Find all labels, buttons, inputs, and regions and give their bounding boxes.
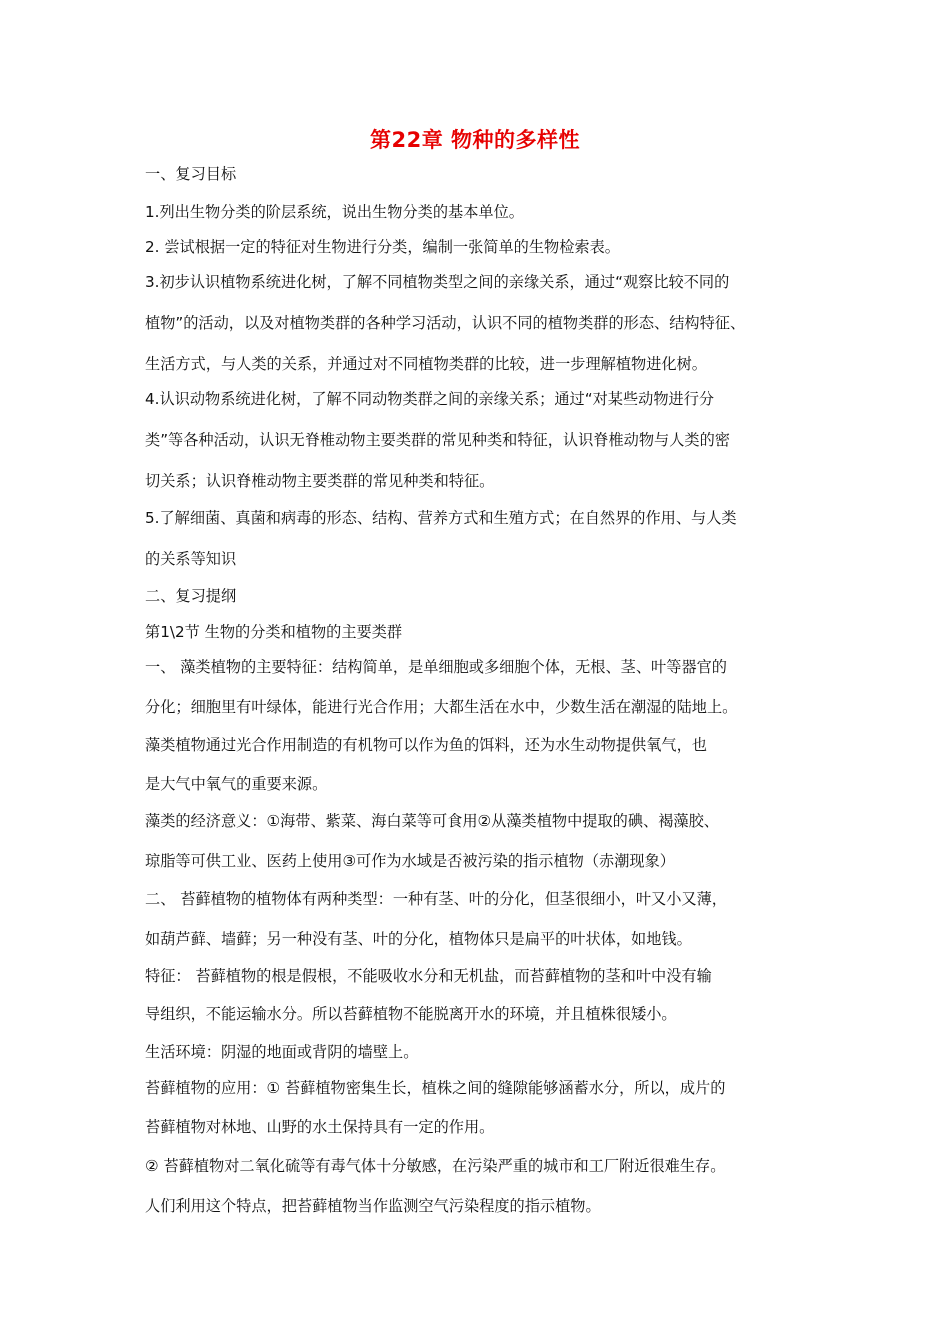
text-line: 特征： 苔藓植物的根是假根，不能吸收水分和无机盐，而苔藓植物的茎和叶中没有输 [145, 967, 712, 985]
text-line: 苔藓植物的应用：① 苔藓植物密集生长，植株之间的缝隙能够涵蓄水分，所以，成片的 [145, 1079, 726, 1097]
text-line: 二、 苔藓植物的植物体有两种类型：一种有茎、叶的分化，但茎很细小，叶又小又薄， [145, 890, 727, 908]
text-line: 人们利用这个特点，把苔藓植物当作监测空气污染程度的指示植物。 [145, 1197, 601, 1215]
text-line: 4.认识动物系统进化树，了解不同动物类群之间的亲缘关系；通过“对某些动物进行分 [145, 390, 715, 408]
text-line: 导组织，不能运输水分。所以苔藓植物不能脱离开水的环境，并且植株很矮小。 [145, 1005, 677, 1023]
text-line: 生活环境：阴湿的地面或背阴的墙壁上。 [145, 1043, 419, 1061]
section-subheading: 第1\2节 生物的分类和植物的主要类群 [145, 623, 403, 641]
text-line: 一、 藻类植物的主要特征：结构简单，是单细胞或多细胞个体，无根、茎、叶等器官的 [145, 658, 727, 676]
text-line: 2. 尝试根据一定的特征对生物进行分类，编制一张简单的生物检索表。 [145, 238, 620, 256]
text-line: 分化；细胞里有叶绿体，能进行光合作用；大都生活在水中，少数生活在潮湿的陆地上。 [145, 698, 738, 716]
chapter-title: 第22章 物种的多样性 [369, 128, 581, 152]
text-line: 苔藓植物对林地、山野的水土保持具有一定的作用。 [145, 1118, 495, 1136]
text-line: 琼脂等可供工业、医药上使用③可作为水域是否被污染的指示植物（赤潮现象） [145, 852, 675, 870]
text-line: 藻类植物通过光合作用制造的有机物可以作为鱼的饵料，还为水生动物提供氧气，也 [145, 736, 707, 754]
text-line: 生活方式，与人类的关系，并通过对不同植物类群的比较，进一步理解植物进化树。 [145, 355, 707, 373]
text-line: 一、复习目标 [145, 165, 237, 183]
section-heading: 二、复习提纲 [145, 587, 237, 605]
text-line: 切关系；认识脊椎动物主要类群的常见种类和特征。 [145, 472, 495, 490]
text-line: ② 苔藓植物对二氧化硫等有毒气体十分敏感，在污染严重的城市和工厂附近很难生存。 [145, 1157, 726, 1175]
text-line: 藻类的经济意义：①海带、紫菜、海白菜等可食用②从藻类植物中提取的碘、褐藻胶、 [145, 812, 719, 830]
text-line: 的关系等知识 [145, 550, 237, 568]
text-line: 3.初步认识植物系统进化树，了解不同植物类型之间的亲缘关系，通过“观察比较不同的 [145, 273, 730, 291]
text-line: 类”等各种活动，认识无脊椎动物主要类群的常见种类和特征，认识脊椎动物与人类的密 [145, 431, 730, 449]
text-line: 是大气中氧气的重要来源。 [145, 775, 328, 793]
text-line: 5.了解细菌、真菌和病毒的形态、结构、营养方式和生殖方式；在自然界的作用、与人类 [145, 509, 737, 527]
text-line: 植物”的活动，以及对植物类群的各种学习活动，认识不同的植物类群的形态、结构特征、 [145, 314, 746, 332]
text-line: 1.列出生物分类的阶层系统，说出生物分类的基本单位。 [145, 203, 524, 221]
text-line: 如葫芦藓、墙藓；另一种没有茎、叶的分化，植物体只是扁平的叶状体，如地钱。 [145, 930, 692, 948]
